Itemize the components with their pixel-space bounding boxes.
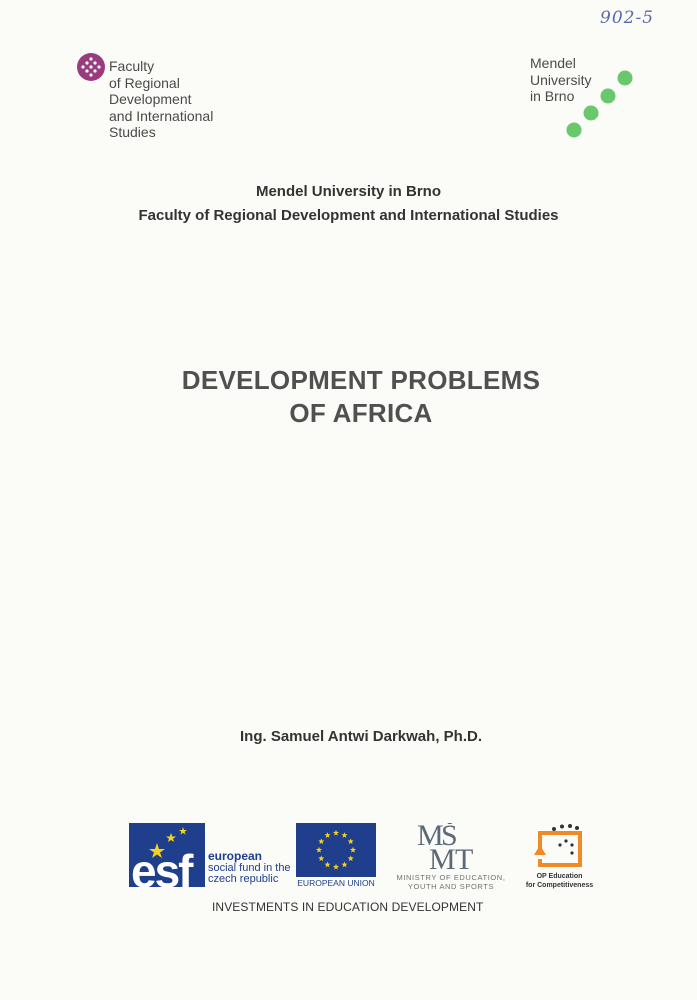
university-logo-dots-icon [560, 67, 640, 147]
faculty-logo-line: Faculty [109, 58, 155, 74]
handwritten-note: 902-5 [600, 8, 655, 28]
university-logo-line: in Brno [530, 88, 575, 104]
esf-text-line: european [208, 849, 263, 863]
faculty-logo-line: of Regional [109, 74, 180, 91]
eu-logo [296, 823, 376, 893]
msmt-text-line-2: YOUTH AND SPORTS [407, 882, 495, 891]
msmt-mark-top: M [417, 823, 444, 852]
esf-mark: esf [131, 845, 192, 891]
author-name: Ing. Samuel Antwi Darkwah, Ph.D. [240, 728, 482, 745]
esf-text-line: social fund in the [208, 861, 291, 874]
institution-name: Mendel University in Brno [255, 183, 442, 200]
university-logo-line: University [530, 71, 592, 88]
document-title-line-2: OF AFRICA [289, 398, 433, 428]
esf-logo-text [208, 851, 291, 886]
eu-flag-icon [296, 823, 376, 877]
op-education-logo [522, 823, 597, 893]
faculty-name: Faculty of Regional Development and International Studies [138, 207, 559, 224]
msmt-mark-top: Š [441, 823, 458, 852]
op-logo-icon [522, 823, 597, 871]
msmt-logo [383, 823, 519, 891]
msmt-mark-bottom: M [429, 843, 456, 871]
university-logo [530, 55, 645, 140]
esf-text-line: czech republic [208, 873, 279, 885]
esf-logo [129, 823, 294, 891]
document-title-line-1: DEVELOPMENT PROBLEMS [181, 365, 541, 395]
eu-label: EUROPEAN UNION [297, 878, 375, 888]
faculty-logo-line: and International [109, 107, 214, 124]
op-text-line-1: OP Education [536, 873, 583, 880]
op-text-line-2: for Competitiveness [525, 882, 594, 889]
university-logo-line: Mendel [530, 55, 576, 71]
faculty-logo-line: Development [109, 91, 192, 107]
msmt-logo-icon [383, 823, 519, 871]
faculty-logo-icon [77, 53, 105, 81]
faculty-logo [77, 53, 247, 143]
msmt-mark-bottom: T [455, 843, 474, 871]
faculty-logo-line: Studies [109, 124, 156, 140]
footer-tagline: INVESTMENTS IN EDUCATION DEVELOPMENT [212, 900, 484, 914]
msmt-text-line-1: MINISTRY OF EDUCATION, [396, 873, 506, 882]
faculty-logo-text [109, 58, 213, 141]
